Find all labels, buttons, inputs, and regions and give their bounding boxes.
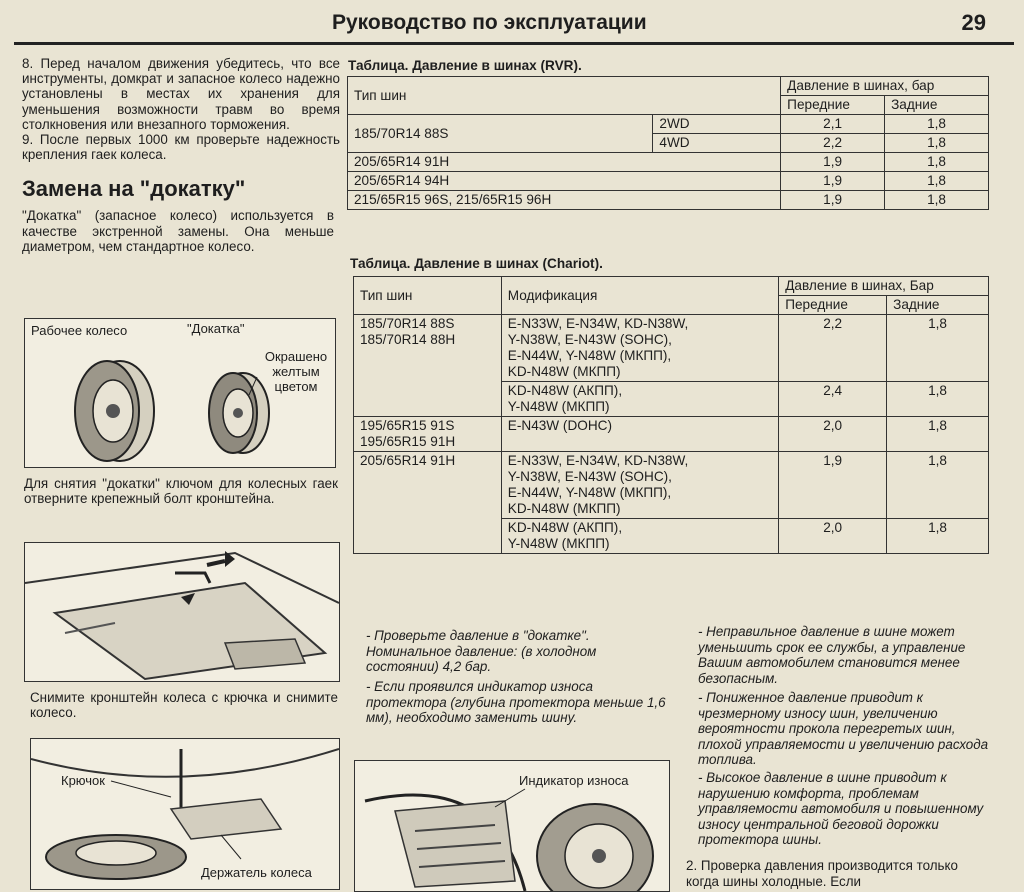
chariot-mod: KD-N48W (АКПП), Y-N48W (МКПП) xyxy=(501,519,778,554)
table-row xyxy=(348,115,989,134)
paragraph-2: 2. Проверка давления производится только когда шины холодные. Если xyxy=(686,858,958,889)
chariot-rear: 1,8 xyxy=(887,452,989,519)
label-working-wheel: Рабочее колесо xyxy=(31,323,128,338)
figure-bracket-bolt xyxy=(24,542,340,682)
paragraph-9: 9. После первых 1000 км проверьте надежность крепления гаек колеса. xyxy=(22,132,340,163)
rvr-header-front: Передние xyxy=(781,96,885,115)
rvr-header-tire: Тип шин xyxy=(348,77,781,115)
chariot-front: 2,0 xyxy=(779,519,887,554)
chariot-header-mod: Модификация xyxy=(501,277,778,315)
rvr-table-title: Таблица. Давление в шинах (RVR). xyxy=(348,58,582,73)
chariot-tire: 205/65R14 91H xyxy=(354,452,502,554)
chariot-tire: 185/70R14 88S 185/70R14 88H xyxy=(354,315,502,417)
chariot-front: 2,2 xyxy=(779,315,887,382)
rvr-header-rear: Задние xyxy=(885,96,989,115)
rvr-rear: 1,8 xyxy=(885,153,989,172)
table-row xyxy=(354,315,989,382)
figure-wear-indicator xyxy=(354,760,670,892)
rvr-drive: 4WD xyxy=(653,134,781,153)
page-header xyxy=(14,8,1014,45)
page-number: 29 xyxy=(961,10,986,35)
chariot-table-title: Таблица. Давление в шинах (Chariot). xyxy=(350,256,603,271)
rvr-front: 1,9 xyxy=(781,153,885,172)
bracket-remove-text: Снимите кронштейн колеса с крючка и снимите колесо. xyxy=(30,690,338,721)
rvr-front: 1,9 xyxy=(781,172,885,191)
rvr-table xyxy=(347,76,989,210)
rvr-rear: 1,8 xyxy=(885,191,989,210)
chariot-rear: 1,8 xyxy=(887,519,989,554)
chariot-rear: 1,8 xyxy=(887,382,989,417)
chariot-front: 1,9 xyxy=(779,452,887,519)
rvr-tire: 185/70R14 88S xyxy=(348,115,653,153)
rvr-rear: 1,8 xyxy=(885,115,989,134)
rvr-front: 2,2 xyxy=(781,134,885,153)
remove-spare-text: Для снятия "докатки" ключом для колесных гаек отверните крепежный болт кронштейна. xyxy=(24,476,338,507)
rvr-tire: 215/65R15 96S, 215/65R15 96H xyxy=(348,191,781,210)
label-hook: Крючок xyxy=(61,773,105,788)
chariot-rear: 1,8 xyxy=(887,315,989,382)
chariot-mod: E-N33W, E-N34W, KD-N38W, Y-N38W, E-N43W (SOHC), E-N44W, Y-N48W (МКПП), KD-N48W (МКПП) xyxy=(501,315,778,382)
page-title: Руководство по эксплуатации xyxy=(332,11,647,34)
table-row xyxy=(354,417,989,452)
rvr-rear: 1,8 xyxy=(885,134,989,153)
rvr-drive: 2WD xyxy=(653,115,781,134)
left-column xyxy=(22,56,340,254)
section-intro: "Докатка" (запасное колесо) используется в качестве экстренной замены. Она меньше диаметром, чем стандартное колесо. xyxy=(22,208,334,254)
figure-hook xyxy=(30,738,340,890)
chariot-rear: 1,8 xyxy=(887,417,989,452)
rvr-tire: 205/65R14 91H xyxy=(348,153,781,172)
paragraph-8: 8. Перед началом движения убедитесь, что все инструменты, домкрат и запасное колесо надежно установлены в местах их хранения для уменьшения возможности травм во время столкновения или внезапного торможения. xyxy=(22,56,340,132)
section-title: Замена на "докатку" xyxy=(22,176,246,202)
rvr-rear: 1,8 xyxy=(885,172,989,191)
rvr-front: 1,9 xyxy=(781,191,885,210)
chariot-table xyxy=(353,276,989,554)
chariot-tire: 195/65R15 91S 195/65R15 91H xyxy=(354,417,502,452)
chariot-header-tire: Тип шин xyxy=(354,277,502,315)
figure-wheels xyxy=(24,318,336,468)
table-row xyxy=(354,452,989,519)
note-low-pressure: - Пониженное давление приводит к чрезмерному износу шин, увеличению вероятности прокола перегретых шин, плохой управляемости и увеличению расхода топлива. xyxy=(698,690,989,768)
note-wear-indicator: - Если проявился индикатор износа протектора (глубина протектора меньше 1,6 мм), необходимо заменить шину. xyxy=(366,679,666,726)
label-wear-indicator: Индикатор износа xyxy=(519,773,629,788)
chariot-header-pressure: Давление в шинах, Бар xyxy=(779,277,989,296)
chariot-header-rear: Задние xyxy=(887,296,989,315)
bracket-bolt-illustration xyxy=(25,543,339,681)
chariot-header-front: Передние xyxy=(779,296,887,315)
chariot-mod: E-N33W, E-N34W, KD-N38W, Y-N38W, E-N43W (SOHC), E-N44W, Y-N48W (МКПП), KD-N48W (МКПП) xyxy=(501,452,778,519)
chariot-front: 2,4 xyxy=(779,382,887,417)
label-spare-wheel: "Докатка" xyxy=(187,321,245,336)
note-spare-pressure: - Проверьте давление в "докатке". Номинальное давление: (в холодном состоянии) 4,2 бар. xyxy=(366,628,597,675)
note-wrong-pressure: - Неправильное давление в шине может уменьшить срок ее службы, а управление Вашим автомобилем становится менее безопасным. xyxy=(698,624,966,686)
rvr-header-pressure: Давление в шинах, бар xyxy=(781,77,989,96)
label-wheel-holder: Держатель колеса xyxy=(201,865,312,880)
chariot-mod: E-N43W (DOHC) xyxy=(501,417,778,452)
table-row xyxy=(348,191,989,210)
table-row xyxy=(348,153,989,172)
note-high-pressure: - Высокое давление в шине приводит к нарушению комфорта, проблемам управляемости автомобиля и повышенному износу центральной беговой дорожки протектора шины. xyxy=(698,770,984,848)
chariot-front: 2,0 xyxy=(779,417,887,452)
table-row xyxy=(348,172,989,191)
chariot-table-body xyxy=(354,315,989,554)
rvr-tire: 205/65R14 94H xyxy=(348,172,781,191)
rvr-front: 2,1 xyxy=(781,115,885,134)
label-painted-yellow: Окрашено желтым цветом xyxy=(264,349,328,394)
chariot-mod: KD-N48W (АКПП), Y-N48W (МКПП) xyxy=(501,382,778,417)
